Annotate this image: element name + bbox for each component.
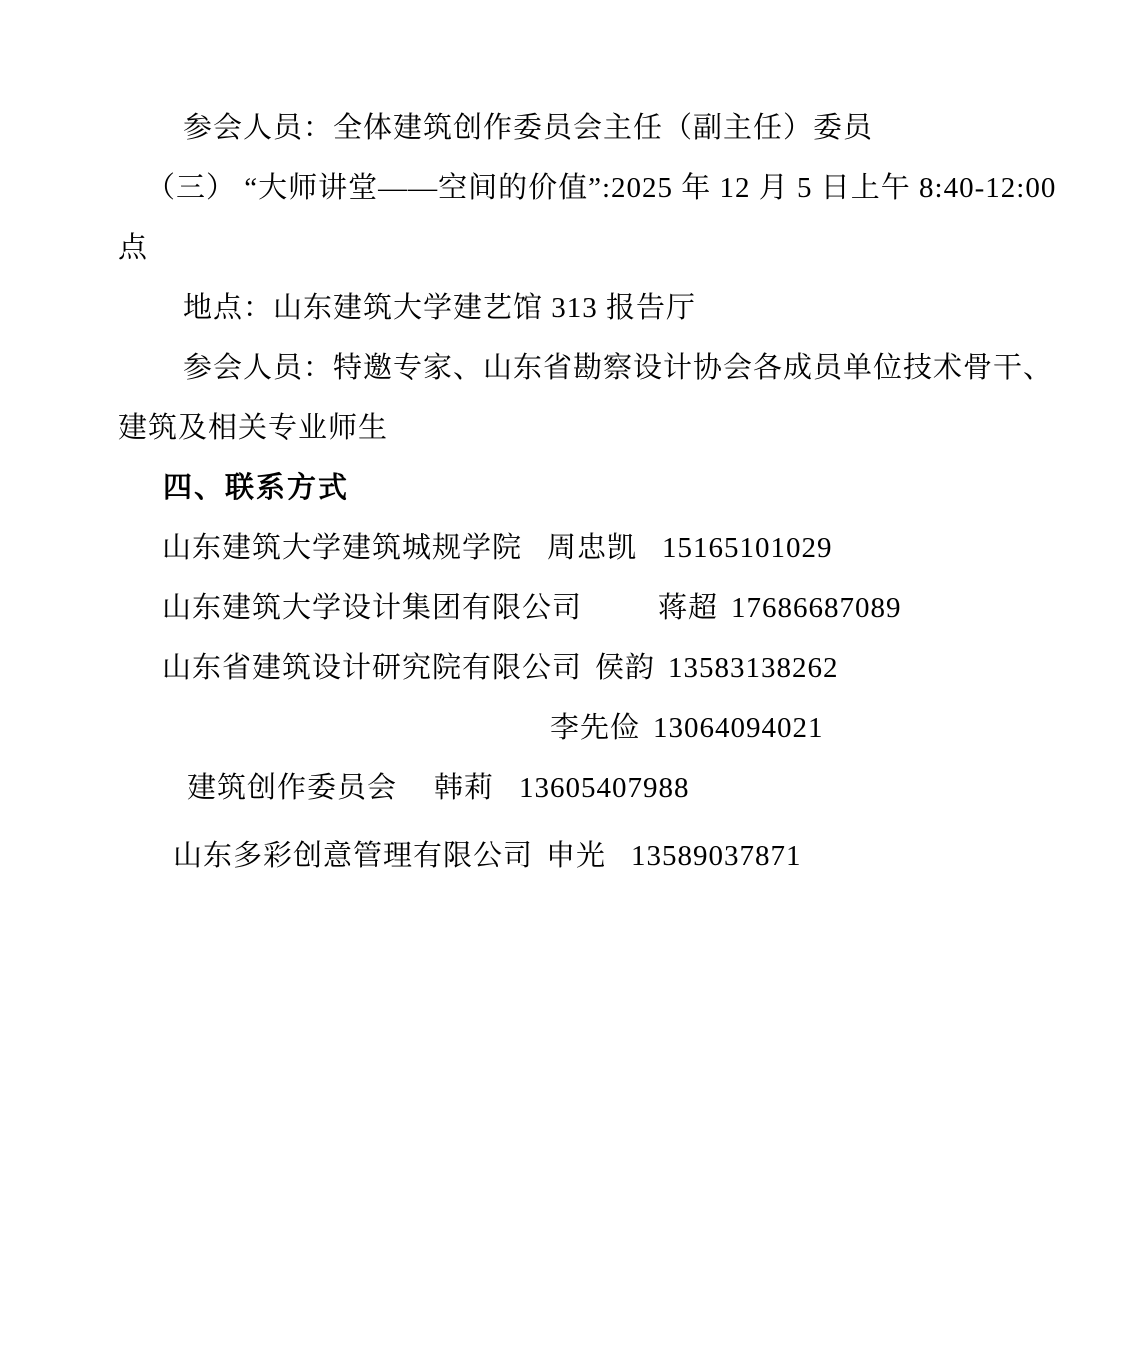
paragraph-item3-schedule-line1: （三） “大师讲堂——空间的价值”:2025 年 12 月 5 日上午 8:40-12:00: [146, 172, 1057, 204]
contact-row: [118, 758, 1006, 818]
contacts-section-heading: 四、联系方式: [163, 472, 350, 504]
contact-org: 山东建筑大学设计集团有限公司: [162, 592, 583, 624]
contact-org: 山东省建筑设计研究院有限公司: [162, 652, 583, 684]
contact-phone: 15165101029: [662, 532, 833, 564]
contact-row-continuation: [118, 698, 1006, 758]
contact-name: 蒋超: [658, 592, 719, 624]
contact-org: 山东多彩创意管理有限公司: [173, 840, 534, 872]
contact-org: 建筑创作委员会: [187, 772, 398, 804]
contact-row: [118, 518, 1006, 578]
contact-row: [118, 826, 1006, 886]
contact-phone: 13589037871: [631, 840, 802, 872]
contact-name: 韩莉: [434, 772, 495, 804]
contact-phone: 13064094021: [653, 712, 824, 744]
contact-phone: 13605407988: [519, 772, 690, 804]
contact-row: [118, 578, 1006, 638]
paragraph-attendees-lecture-line2: 建筑及相关专业师生: [118, 412, 389, 444]
contact-name: 申光: [546, 840, 607, 872]
contact-name: 李先俭: [550, 712, 641, 744]
paragraph-attendees-lecture-line1: 参会人员：特邀专家、山东省勘察设计协会各成员单位技术骨干、: [183, 352, 1054, 384]
contact-name: 周忠凯: [547, 532, 638, 564]
paragraph-item3-schedule-line2: 点: [118, 232, 149, 264]
contact-org: 山东建筑大学建筑城规学院: [162, 532, 523, 564]
document-body: [118, 98, 1057, 886]
paragraph-venue: 地点：山东建筑大学建艺馆 313 报告厅: [183, 292, 697, 324]
contact-row: [118, 638, 1006, 698]
paragraph-attendees-plenary: 参会人员：全体建筑创作委员会主任（副主任）委员: [183, 112, 874, 144]
contact-name: 侯韵: [595, 652, 656, 684]
contact-phone: 17686687089: [731, 592, 902, 624]
contact-phone: 13583138262: [668, 652, 839, 684]
